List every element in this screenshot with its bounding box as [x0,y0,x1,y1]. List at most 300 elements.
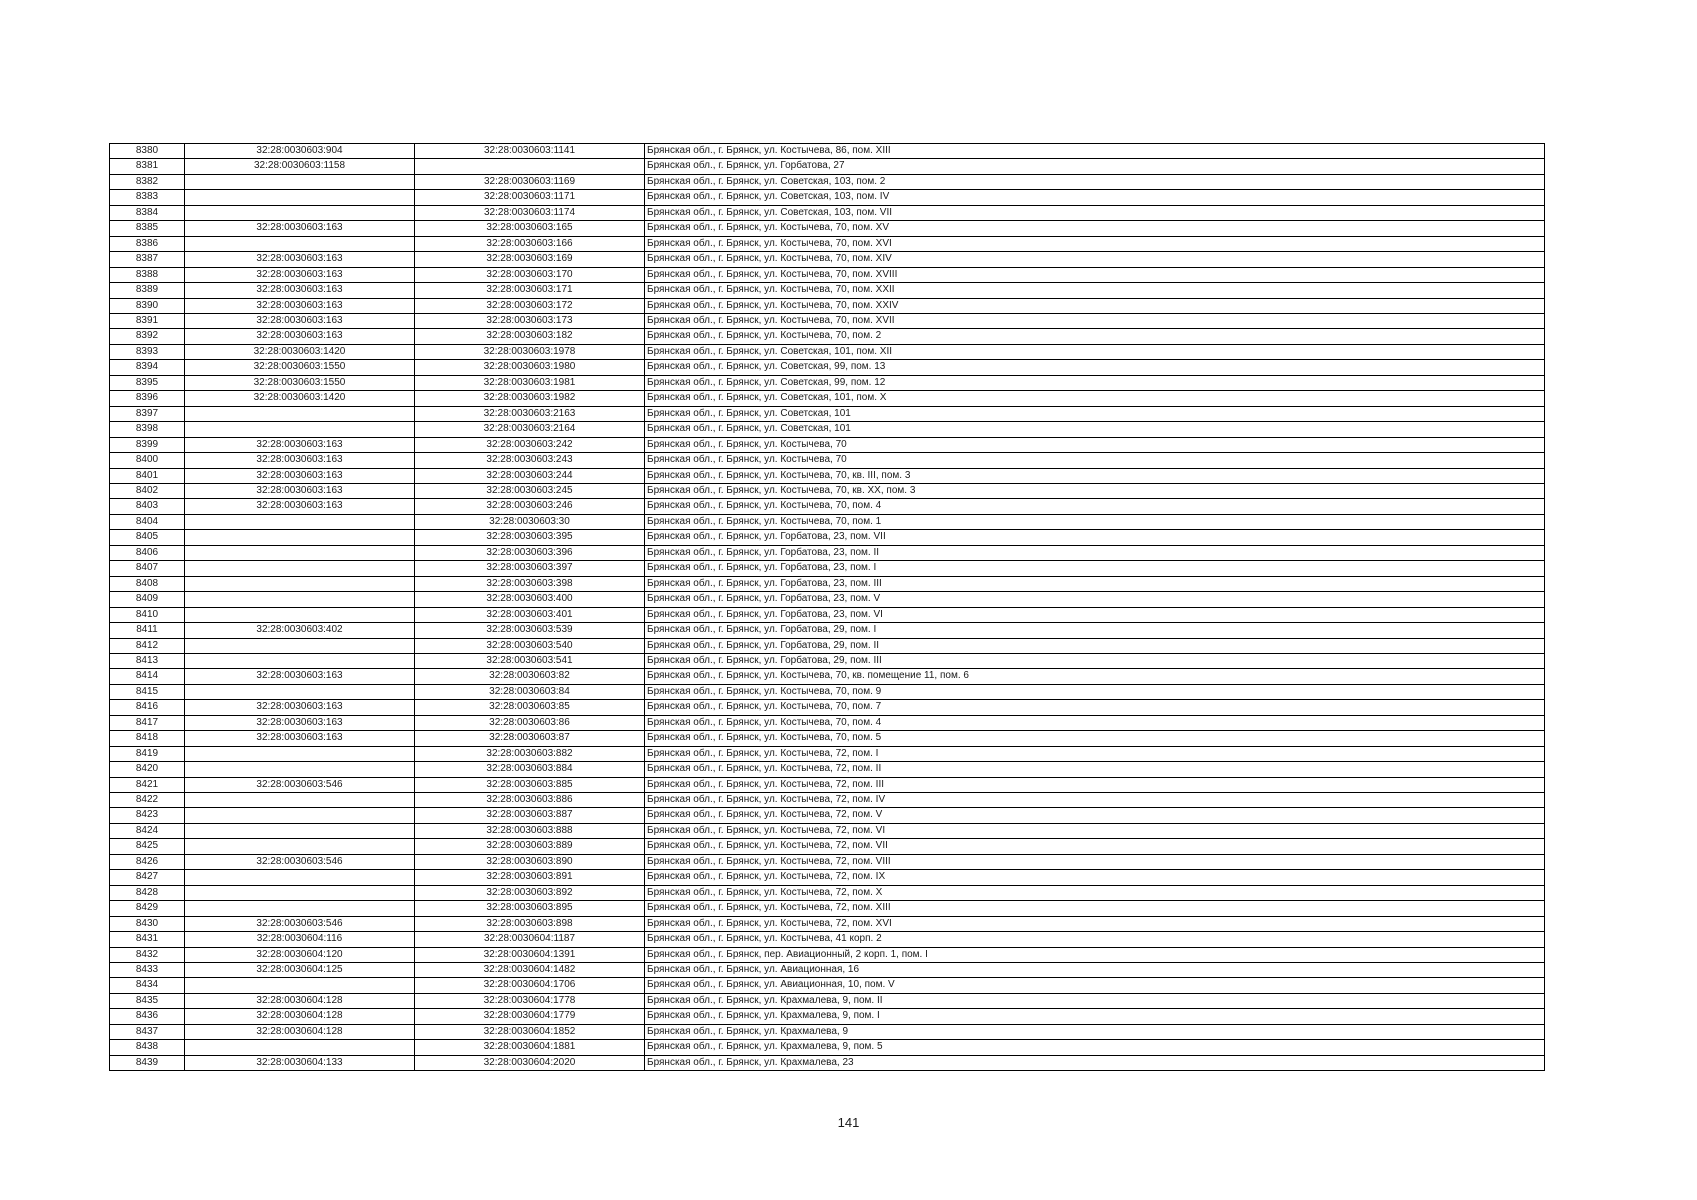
parent-cadastral-number-cell [185,746,415,761]
table-row [110,1009,1545,1024]
parent-cadastral-number-cell [185,870,415,885]
row-number-cell: 8436 [110,1009,185,1024]
table-row [110,1040,1545,1055]
parent-cadastral-number-cell: 32:28:0030603:1158 [185,159,415,174]
row-number-cell: 8402 [110,483,185,498]
table-row [110,916,1545,931]
address-cell: Брянская обл., г. Брянск, ул. Костычева, 70, пом. XXIV [645,298,1545,313]
cadastral-number-cell: 32:28:0030603:243 [415,453,645,468]
parent-cadastral-number-cell: 32:28:0030604:116 [185,932,415,947]
address-cell: Брянская обл., г. Брянск, ул. Горбатова, 27 [645,159,1545,174]
address-cell: Брянская обл., г. Брянск, ул. Костычева, 72, пом. III [645,777,1545,792]
table-row [110,159,1545,174]
address-cell: Брянская обл., г. Брянск, ул. Костычева, 70, пом. 4 [645,715,1545,730]
row-number-cell: 8434 [110,978,185,993]
table-row [110,808,1545,823]
table-row [110,298,1545,313]
parent-cadastral-number-cell [185,638,415,653]
cadastral-number-cell: 32:28:0030603:1982 [415,391,645,406]
parent-cadastral-number-cell [185,174,415,189]
row-number-cell: 8380 [110,144,185,159]
cadastral-number-cell: 32:28:0030603:401 [415,607,645,622]
parent-cadastral-number-cell: 32:28:0030603:163 [185,669,415,684]
address-cell: Брянская обл., г. Брянск, ул. Костычева, 72, пом. I [645,746,1545,761]
parent-cadastral-number-cell: 32:28:0030603:1550 [185,375,415,390]
address-cell: Брянская обл., г. Брянск, ул. Крахмалева, 23 [645,1055,1545,1070]
address-cell: Брянская обл., г. Брянск, ул. Костычева, 70, пом. 4 [645,499,1545,514]
address-cell: Брянская обл., г. Брянск, ул. Костычева, 70 [645,453,1545,468]
parent-cadastral-number-cell: 32:28:0030604:128 [185,993,415,1008]
cadastral-number-cell: 32:28:0030603:30 [415,514,645,529]
parent-cadastral-number-cell: 32:28:0030603:546 [185,854,415,869]
parent-cadastral-number-cell [185,653,415,668]
cadastral-number-cell: 32:28:0030603:2164 [415,422,645,437]
row-number-cell: 8424 [110,823,185,838]
table-row [110,854,1545,869]
table-row [110,391,1545,406]
address-cell: Брянская обл., г. Брянск, ул. Горбатова, 23, пом. VI [645,607,1545,622]
cadastral-number-cell: 32:28:0030603:891 [415,870,645,885]
parent-cadastral-number-cell [185,823,415,838]
table-row [110,839,1545,854]
row-number-cell: 8410 [110,607,185,622]
table-row [110,144,1545,159]
cadastral-number-cell: 32:28:0030604:2020 [415,1055,645,1070]
parent-cadastral-number-cell [185,576,415,591]
table-row [110,1024,1545,1039]
parent-cadastral-number-cell: 32:28:0030604:128 [185,1024,415,1039]
table-row [110,762,1545,777]
address-cell: Брянская обл., г. Брянск, ул. Костычева, 70, пом. 7 [645,700,1545,715]
address-cell: Брянская обл., г. Брянск, ул. Советская, 101, пом. X [645,391,1545,406]
parent-cadastral-number-cell [185,808,415,823]
parent-cadastral-number-cell [185,406,415,421]
row-number-cell: 8415 [110,684,185,699]
cadastral-number-cell: 32:28:0030603:84 [415,684,645,699]
parent-cadastral-number-cell: 32:28:0030603:163 [185,221,415,236]
parent-cadastral-number-cell: 32:28:0030603:163 [185,252,415,267]
table-row [110,746,1545,761]
address-cell: Брянская обл., г. Брянск, ул. Костычева, 72, пом. IX [645,870,1545,885]
table-row [110,653,1545,668]
cadastral-number-cell: 32:28:0030603:396 [415,545,645,560]
table-row [110,669,1545,684]
address-cell: Брянская обл., г. Брянск, ул. Советская, 101, пом. XII [645,344,1545,359]
address-cell: Брянская обл., г. Брянск, ул. Крахмалева, 9, пом. I [645,1009,1545,1024]
parent-cadastral-number-cell [185,885,415,900]
row-number-cell: 8391 [110,313,185,328]
row-number-cell: 8437 [110,1024,185,1039]
table-row [110,437,1545,452]
address-cell: Брянская обл., г. Брянск, ул. Крахмалева, 9, пом. 5 [645,1040,1545,1055]
table-row [110,1055,1545,1070]
cadastral-number-cell: 32:28:0030604:1852 [415,1024,645,1039]
table-row [110,514,1545,529]
parent-cadastral-number-cell: 32:28:0030603:546 [185,777,415,792]
parent-cadastral-number-cell: 32:28:0030603:1420 [185,344,415,359]
table-row [110,731,1545,746]
parent-cadastral-number-cell [185,762,415,777]
row-number-cell: 8405 [110,530,185,545]
row-number-cell: 8398 [110,422,185,437]
cadastral-number-cell: 32:28:0030603:1981 [415,375,645,390]
parent-cadastral-number-cell: 32:28:0030604:128 [185,1009,415,1024]
table-row [110,993,1545,1008]
row-number-cell: 8411 [110,623,185,638]
cadastral-number-cell: 32:28:0030604:1482 [415,963,645,978]
parent-cadastral-number-cell: 32:28:0030603:163 [185,483,415,498]
row-number-cell: 8429 [110,901,185,916]
row-number-cell: 8390 [110,298,185,313]
parent-cadastral-number-cell [185,422,415,437]
row-number-cell: 8428 [110,885,185,900]
address-cell: Брянская обл., г. Брянск, ул. Костычева, 70, пом. 2 [645,329,1545,344]
address-cell: Брянская обл., г. Брянск, ул. Костычева, 72, пом. VIII [645,854,1545,869]
row-number-cell: 8423 [110,808,185,823]
cadastral-number-cell: 32:28:0030604:1391 [415,947,645,962]
parent-cadastral-number-cell: 32:28:0030603:402 [185,623,415,638]
table-row [110,777,1545,792]
parent-cadastral-number-cell: 32:28:0030603:163 [185,715,415,730]
table-row [110,468,1545,483]
address-cell: Брянская обл., г. Брянск, ул. Костычева, 70, кв. XX, пом. 3 [645,483,1545,498]
parent-cadastral-number-cell: 32:28:0030603:163 [185,267,415,282]
row-number-cell: 8395 [110,375,185,390]
parent-cadastral-number-cell: 32:28:0030603:163 [185,329,415,344]
table-row [110,329,1545,344]
table-row [110,607,1545,622]
row-number-cell: 8426 [110,854,185,869]
row-number-cell: 8417 [110,715,185,730]
table-row [110,870,1545,885]
table-row [110,793,1545,808]
table-row [110,313,1545,328]
row-number-cell: 8420 [110,762,185,777]
cadastral-number-cell: 32:28:0030603:395 [415,530,645,545]
cadastral-number-cell: 32:28:0030603:884 [415,762,645,777]
address-cell: Брянская обл., г. Брянск, ул. Костычева, 70, пом. 1 [645,514,1545,529]
address-cell: Брянская обл., г. Брянск, ул. Горбатова, 23, пом. II [645,545,1545,560]
cadastral-number-cell: 32:28:0030603:539 [415,623,645,638]
cadastral-number-cell: 32:28:0030603:242 [415,437,645,452]
cadastral-number-cell: 32:28:0030603:87 [415,731,645,746]
address-cell: Брянская обл., г. Брянск, ул. Советская, 99, пом. 13 [645,360,1545,375]
cadastral-number-cell: 32:28:0030603:1980 [415,360,645,375]
row-number-cell: 8400 [110,453,185,468]
address-cell: Брянская обл., г. Брянск, ул. Горбатова, 29, пом. II [645,638,1545,653]
table-row [110,963,1545,978]
parent-cadastral-number-cell: 32:28:0030603:546 [185,916,415,931]
table-row [110,406,1545,421]
address-cell: Брянская обл., г. Брянск, ул. Костычева, 70, пом. XVIII [645,267,1545,282]
parent-cadastral-number-cell [185,793,415,808]
cadastral-number-cell: 32:28:0030603:82 [415,669,645,684]
registry-table-body [110,144,1545,1071]
row-number-cell: 8438 [110,1040,185,1055]
row-number-cell: 8404 [110,514,185,529]
row-number-cell: 8421 [110,777,185,792]
cadastral-number-cell: 32:28:0030604:1187 [415,932,645,947]
address-cell: Брянская обл., г. Брянск, ул. Костычева, 72, пом. XVI [645,916,1545,931]
table-row [110,623,1545,638]
table-row [110,530,1545,545]
table-row [110,545,1545,560]
cadastral-number-cell: 32:28:0030603:246 [415,499,645,514]
registry-table [109,143,1545,1071]
parent-cadastral-number-cell: 32:28:0030603:1550 [185,360,415,375]
table-row [110,638,1545,653]
address-cell: Брянская обл., г. Брянск, ул. Советская, 99, пом. 12 [645,375,1545,390]
address-cell: Брянская обл., г. Брянск, ул. Советская, 101 [645,406,1545,421]
row-number-cell: 8383 [110,190,185,205]
address-cell: Брянская обл., г. Брянск, ул. Авиационная, 10, пом. V [645,978,1545,993]
cadastral-number-cell: 32:28:0030603:885 [415,777,645,792]
cadastral-number-cell: 32:28:0030603:86 [415,715,645,730]
address-cell: Брянская обл., г. Брянск, ул. Костычева, 72, пом. IV [645,793,1545,808]
cadastral-number-cell: 32:28:0030603:1171 [415,190,645,205]
cadastral-number-cell: 32:28:0030603:882 [415,746,645,761]
address-cell: Брянская обл., г. Брянск, ул. Костычева, 70, кв. помещение 11, пом. 6 [645,669,1545,684]
address-cell: Брянская обл., г. Брянск, ул. Горбатова, 29, пом. III [645,653,1545,668]
address-cell: Брянская обл., г. Брянск, ул. Авиационная, 16 [645,963,1545,978]
table-row [110,576,1545,591]
row-number-cell: 8384 [110,205,185,220]
cadastral-number-cell: 32:28:0030603:886 [415,793,645,808]
row-number-cell: 8409 [110,592,185,607]
row-number-cell: 8439 [110,1055,185,1070]
parent-cadastral-number-cell: 32:28:0030603:163 [185,298,415,313]
address-cell: Брянская обл., г. Брянск, ул. Костычева, 72, пом. VI [645,823,1545,838]
cadastral-number-cell: 32:28:0030603:541 [415,653,645,668]
cadastral-number-cell: 32:28:0030603:397 [415,561,645,576]
row-number-cell: 8396 [110,391,185,406]
address-cell: Брянская обл., г. Брянск, ул. Костычева, 70, пом. XIV [645,252,1545,267]
row-number-cell: 8416 [110,700,185,715]
table-row [110,823,1545,838]
row-number-cell: 8406 [110,545,185,560]
cadastral-number-cell: 32:28:0030603:165 [415,221,645,236]
row-number-cell: 8408 [110,576,185,591]
table-row [110,592,1545,607]
address-cell: Брянская обл., г. Брянск, ул. Советская, 101 [645,422,1545,437]
address-cell: Брянская обл., г. Брянск, ул. Костычева, 72, пом. VII [645,839,1545,854]
table-row [110,174,1545,189]
address-cell: Брянская обл., г. Брянск, ул. Костычева, 70 [645,437,1545,452]
table-row [110,221,1545,236]
parent-cadastral-number-cell [185,607,415,622]
row-number-cell: 8433 [110,963,185,978]
address-cell: Брянская обл., г. Брянск, ул. Костычева, 70, пом. XVII [645,313,1545,328]
cadastral-number-cell: 32:28:0030604:1881 [415,1040,645,1055]
table-row [110,684,1545,699]
row-number-cell: 8399 [110,437,185,452]
row-number-cell: 8432 [110,947,185,962]
row-number-cell: 8419 [110,746,185,761]
page-number: 141 [837,1115,860,1130]
address-cell: Брянская обл., г. Брянск, ул. Костычева, 70, пом. XXII [645,283,1545,298]
table-row [110,932,1545,947]
row-number-cell: 8430 [110,916,185,931]
row-number-cell: 8422 [110,793,185,808]
address-cell: Брянская обл., г. Брянск, ул. Костычева, 70, пом. 9 [645,684,1545,699]
parent-cadastral-number-cell [185,901,415,916]
row-number-cell: 8389 [110,283,185,298]
row-number-cell: 8385 [110,221,185,236]
address-cell: Брянская обл., г. Брянск, ул. Костычева, 70, пом. 5 [645,731,1545,746]
table-row [110,715,1545,730]
table-row [110,236,1545,251]
table-row [110,252,1545,267]
cadastral-number-cell: 32:28:0030603:892 [415,885,645,900]
row-number-cell: 8393 [110,344,185,359]
table-row [110,499,1545,514]
parent-cadastral-number-cell: 32:28:0030603:163 [185,313,415,328]
parent-cadastral-number-cell: 32:28:0030603:163 [185,731,415,746]
row-number-cell: 8412 [110,638,185,653]
address-cell: Брянская обл., г. Брянск, ул. Крахмалева, 9 [645,1024,1545,1039]
address-cell: Брянская обл., г. Брянск, ул. Костычева, 72, пом. V [645,808,1545,823]
table-row [110,375,1545,390]
address-cell: Брянская обл., г. Брянск, пер. Авиационный, 2 корп. 1, пом. I [645,947,1545,962]
row-number-cell: 8431 [110,932,185,947]
row-number-cell: 8387 [110,252,185,267]
parent-cadastral-number-cell: 32:28:0030603:904 [185,144,415,159]
cadastral-number-cell: 32:28:0030603:2163 [415,406,645,421]
table-row [110,885,1545,900]
address-cell: Брянская обл., г. Брянск, ул. Костычева, 70, кв. III, пом. 3 [645,468,1545,483]
cadastral-number-cell: 32:28:0030603:889 [415,839,645,854]
cadastral-number-cell: 32:28:0030603:887 [415,808,645,823]
parent-cadastral-number-cell [185,978,415,993]
parent-cadastral-number-cell: 32:28:0030603:163 [185,283,415,298]
cadastral-number-cell: 32:28:0030603:1978 [415,344,645,359]
cadastral-number-cell: 32:28:0030603:170 [415,267,645,282]
table-row [110,190,1545,205]
address-cell: Брянская обл., г. Брянск, ул. Горбатова, 23, пом. V [645,592,1545,607]
table-row [110,483,1545,498]
parent-cadastral-number-cell [185,592,415,607]
address-cell: Брянская обл., г. Брянск, ул. Советская, 103, пом. IV [645,190,1545,205]
parent-cadastral-number-cell [185,545,415,560]
parent-cadastral-number-cell: 32:28:0030604:125 [185,963,415,978]
parent-cadastral-number-cell: 32:28:0030603:163 [185,468,415,483]
table-row [110,947,1545,962]
row-number-cell: 8382 [110,174,185,189]
parent-cadastral-number-cell: 32:28:0030603:163 [185,700,415,715]
cadastral-number-cell: 32:28:0030603:898 [415,916,645,931]
cadastral-number-cell: 32:28:0030603:244 [415,468,645,483]
cadastral-number-cell [415,159,645,174]
row-number-cell: 8414 [110,669,185,684]
address-cell: Брянская обл., г. Брянск, ул. Горбатова, 23, пом. III [645,576,1545,591]
cadastral-number-cell: 32:28:0030603:890 [415,854,645,869]
parent-cadastral-number-cell: 32:28:0030603:1420 [185,391,415,406]
parent-cadastral-number-cell: 32:28:0030604:120 [185,947,415,962]
address-cell: Брянская обл., г. Брянск, ул. Горбатова, 23, пом. I [645,561,1545,576]
cadastral-number-cell: 32:28:0030603:166 [415,236,645,251]
cadastral-number-cell: 32:28:0030603:400 [415,592,645,607]
parent-cadastral-number-cell: 32:28:0030604:133 [185,1055,415,1070]
cadastral-number-cell: 32:28:0030603:888 [415,823,645,838]
row-number-cell: 8425 [110,839,185,854]
cadastral-number-cell: 32:28:0030603:85 [415,700,645,715]
cadastral-number-cell: 32:28:0030604:1779 [415,1009,645,1024]
table-row [110,978,1545,993]
address-cell: Брянская обл., г. Брянск, ул. Костычева, 72, пом. XIII [645,901,1545,916]
row-number-cell: 8401 [110,468,185,483]
table-row [110,561,1545,576]
table-row [110,422,1545,437]
cadastral-number-cell: 32:28:0030603:173 [415,313,645,328]
parent-cadastral-number-cell [185,530,415,545]
table-row [110,700,1545,715]
table-row [110,344,1545,359]
table-row [110,205,1545,220]
row-number-cell: 8418 [110,731,185,746]
row-number-cell: 8394 [110,360,185,375]
row-number-cell: 8413 [110,653,185,668]
address-cell: Брянская обл., г. Брянск, ул. Советская, 103, пом. 2 [645,174,1545,189]
address-cell: Брянская обл., г. Брянск, ул. Костычева, 70, пом. XVI [645,236,1545,251]
parent-cadastral-number-cell [185,236,415,251]
parent-cadastral-number-cell: 32:28:0030603:163 [185,499,415,514]
cadastral-number-cell: 32:28:0030604:1778 [415,993,645,1008]
row-number-cell: 8388 [110,267,185,282]
address-cell: Брянская обл., г. Брянск, ул. Горбатова, 23, пом. VII [645,530,1545,545]
row-number-cell: 8427 [110,870,185,885]
cadastral-number-cell: 32:28:0030603:398 [415,576,645,591]
table-row [110,901,1545,916]
row-number-cell: 8403 [110,499,185,514]
address-cell: Брянская обл., г. Брянск, ул. Горбатова, 29, пом. I [645,623,1545,638]
address-cell: Брянская обл., г. Брянск, ул. Костычева, 70, пом. XV [645,221,1545,236]
parent-cadastral-number-cell [185,190,415,205]
address-cell: Брянская обл., г. Брянск, ул. Костычева, 41 корп. 2 [645,932,1545,947]
row-number-cell: 8407 [110,561,185,576]
parent-cadastral-number-cell [185,1040,415,1055]
address-cell: Брянская обл., г. Брянск, ул. Советская, 103, пом. VII [645,205,1545,220]
cadastral-number-cell: 32:28:0030603:169 [415,252,645,267]
parent-cadastral-number-cell: 32:28:0030603:163 [185,453,415,468]
table-row [110,360,1545,375]
parent-cadastral-number-cell [185,514,415,529]
table-row [110,453,1545,468]
row-number-cell: 8397 [110,406,185,421]
address-cell: Брянская обл., г. Брянск, ул. Костычева, 72, пом. II [645,762,1545,777]
row-number-cell: 8392 [110,329,185,344]
address-cell: Брянская обл., г. Брянск, ул. Костычева, 86, пом. XIII [645,144,1545,159]
parent-cadastral-number-cell [185,684,415,699]
cadastral-number-cell: 32:28:0030603:171 [415,283,645,298]
row-number-cell: 8435 [110,993,185,1008]
parent-cadastral-number-cell: 32:28:0030603:163 [185,437,415,452]
address-cell: Брянская обл., г. Брянск, ул. Крахмалева, 9, пом. II [645,993,1545,1008]
cadastral-number-cell: 32:28:0030603:245 [415,483,645,498]
cadastral-number-cell: 32:28:0030603:1174 [415,205,645,220]
parent-cadastral-number-cell [185,839,415,854]
cadastral-number-cell: 32:28:0030603:1141 [415,144,645,159]
cadastral-number-cell: 32:28:0030603:1169 [415,174,645,189]
row-number-cell: 8381 [110,159,185,174]
cadastral-number-cell: 32:28:0030603:182 [415,329,645,344]
address-cell: Брянская обл., г. Брянск, ул. Костычева, 72, пом. X [645,885,1545,900]
cadastral-number-cell: 32:28:0030603:540 [415,638,645,653]
row-number-cell: 8386 [110,236,185,251]
cadastral-number-cell: 32:28:0030604:1706 [415,978,645,993]
parent-cadastral-number-cell [185,205,415,220]
table-row [110,283,1545,298]
parent-cadastral-number-cell [185,561,415,576]
